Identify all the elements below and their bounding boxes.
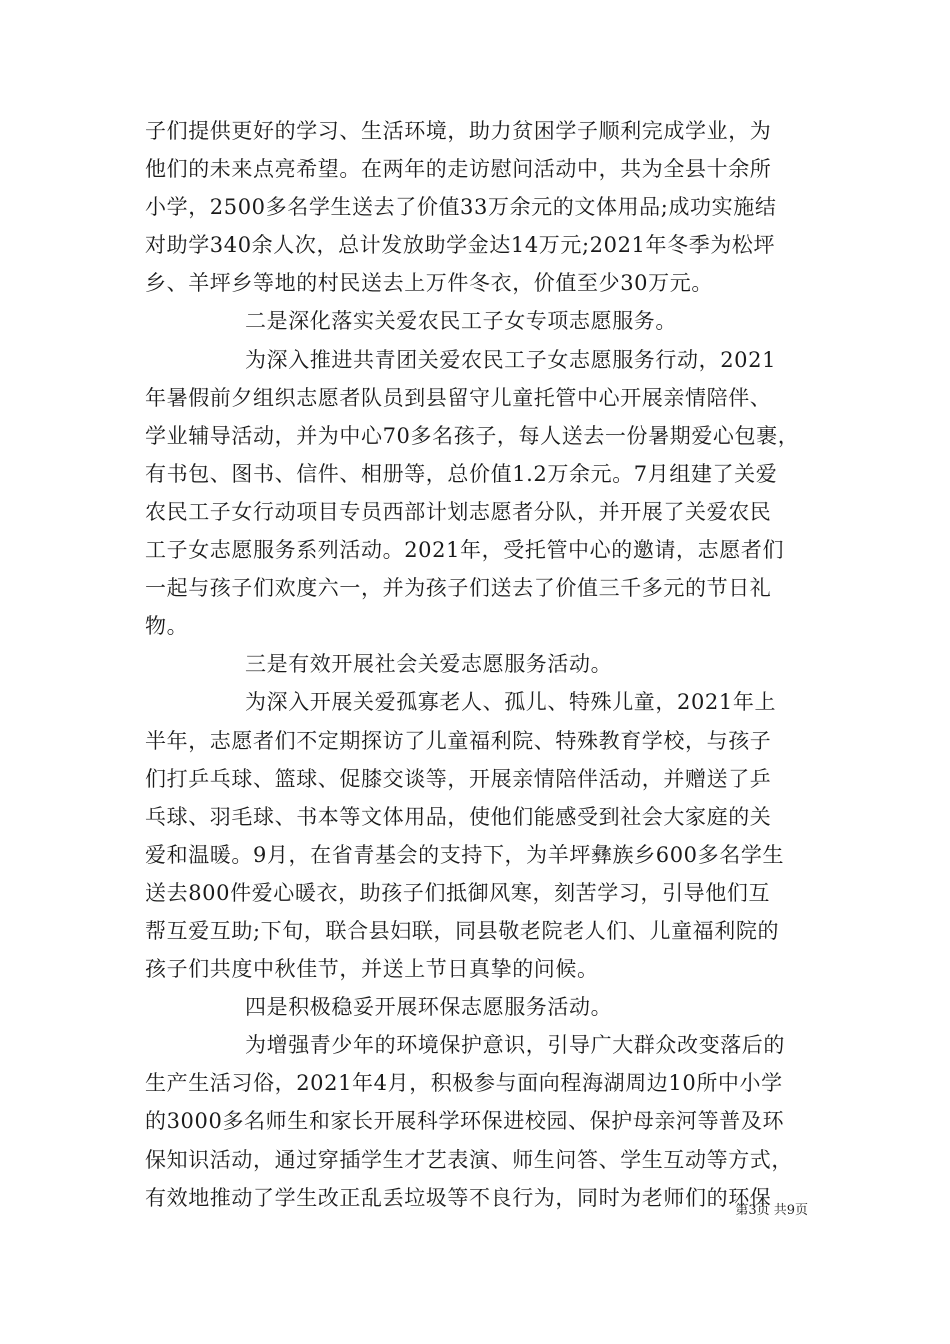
text-line: 小学，2500多名学生送去了价值33万余元的文体用品;成功实施结 [145, 195, 777, 220]
text-line: 乡、羊坪乡等地的村民送去上万件冬衣，价值至少30万元。 [145, 271, 713, 296]
text-line: 物。 [145, 614, 189, 639]
text-line: 子们提供更好的学习、生活环境，助力贫困学子顺利完成学业，为 [145, 119, 772, 143]
text-line: 年暑假前夕组织志愿者队员到县留守儿童托管中心开展亲情陪伴、 [145, 385, 772, 410]
text-line: 他们的未来点亮希望。在两年的走访慰问活动中，共为全县十余所 [145, 157, 772, 182]
text-line: 三是有效开展社会关爱志愿服务活动。 [245, 652, 613, 677]
text-line: 孩子们共度中秋佳节，并送上节日真挚的问候。 [145, 957, 599, 982]
text-line: 的3000多名师生和家长开展科学环保进校园、保护母亲河等普及环 [145, 1109, 785, 1134]
text-line: 四是积极稳妥开展环保志愿服务活动。 [245, 995, 613, 1020]
text-line: 半年，志愿者们不定期探访了儿童福利院、特殊教育学校，与孩子 [145, 728, 772, 753]
text-line: 二是深化落实关爱农民工子女专项志愿服务。 [245, 309, 677, 334]
text-line: 生产生活习俗，2021年4月，积极参与面向程海湖周边10所中小学 [145, 1071, 783, 1096]
text-line: 保知识活动，通过穿插学生才艺表演、师生问答、学生互动等方式， [145, 1147, 793, 1172]
text-line: 为深入推进共青团关爱农民工子女志愿服务行动，2021 [245, 347, 777, 372]
text-line: 们打乒乓球、篮球、促膝交谈等，开展亲情陪伴活动，并赠送了乒 [145, 766, 772, 791]
text-line: 一起与孩子们欢度六一，并为孩子们送去了价值三千多元的节日礼 [145, 576, 772, 601]
text-line: 送去800件爱心暖衣，助孩子们抵御风寒，刻苦学习，引导他们互 [145, 880, 771, 905]
text-line: 对助学340余人次，总计发放助学金达14万元;2021年冬季为松坪 [145, 233, 776, 258]
text-line: 为增强青少年的环境保护意识，引导广大群众改变落后的 [245, 1033, 785, 1058]
text-line: 学业辅导活动，并为中心70多名孩子，每人送去一份暑期爱心包裹， [145, 423, 800, 448]
text-line: 乓球、羽毛球、书本等文体用品，使他们能感受到社会大家庭的关 [145, 804, 772, 829]
page-number: 第3页 共9页 [735, 1203, 808, 1218]
text-line: 帮互爱互助;下旬，联合县妇联，同县敬老院老人们、儿童福利院的 [145, 918, 780, 943]
text-line: 农民工子女行动项目专员西部计划志愿者分队，并开展了关爱农民 [145, 499, 772, 524]
document-body [145, 112, 810, 1217]
text-line: 为深入开展关爱孤寡老人、孤儿、特殊儿童，2021年上 [245, 690, 777, 715]
text-line: 有效地推动了学生改正乱丢垃圾等不良行为，同时为老师们的环保 [145, 1185, 772, 1210]
text-line: 有书包、图书、信件、相册等，总价值1.2万余元。7月组建了关爱 [145, 461, 778, 486]
text-line: 工子女志愿服务系列活动。2021年，受托管中心的邀请，志愿者们 [145, 538, 785, 563]
text-line: 爱和温暖。9月，在省青基会的支持下，为羊坪彝族乡600多名学生 [145, 842, 785, 867]
